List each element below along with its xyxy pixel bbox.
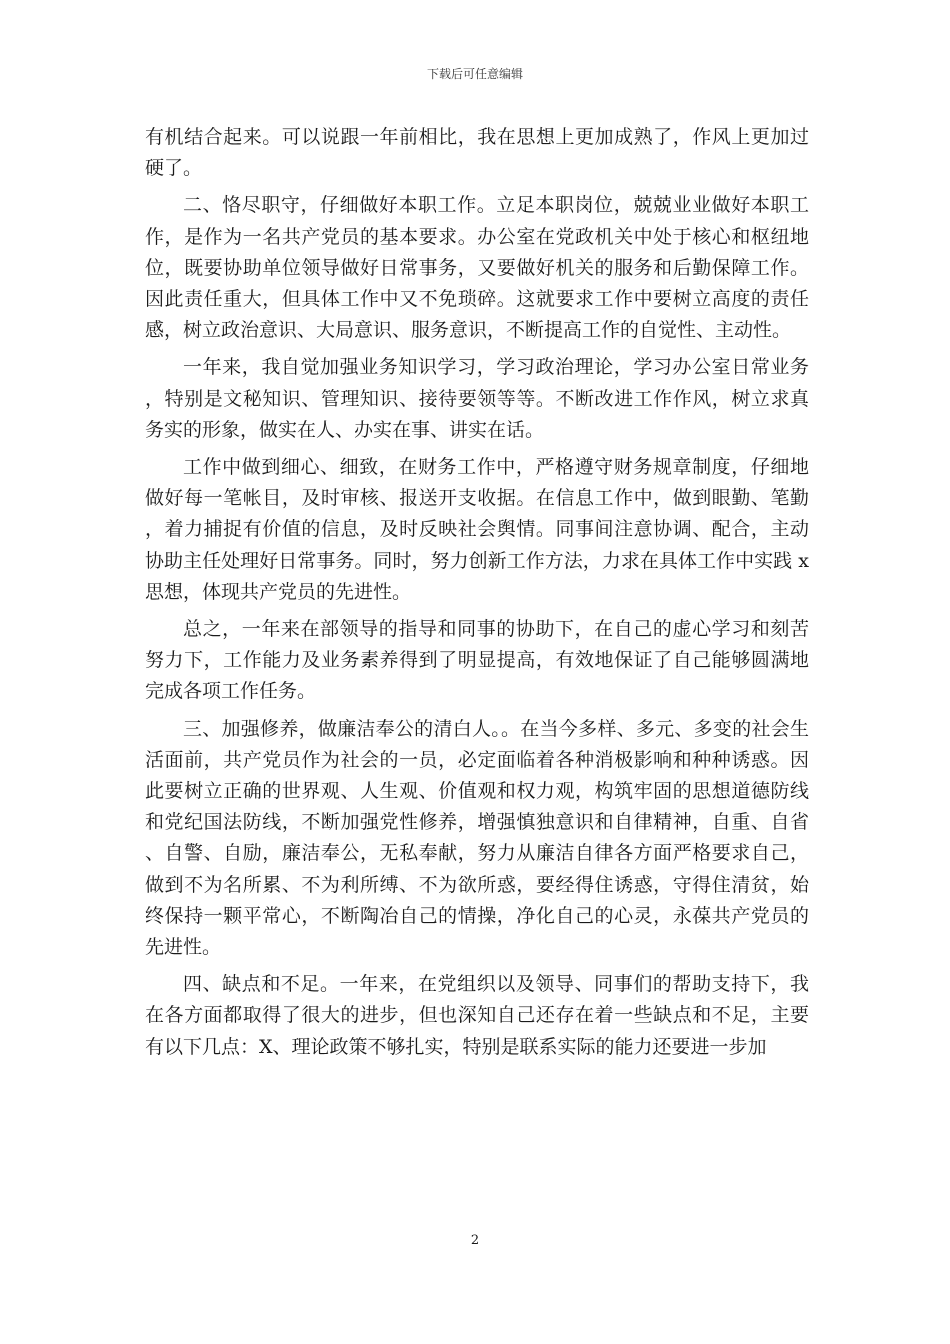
paragraph-work-details: 工作中做到细心、细致，在财务工作中，严格遵守财务规章制度，仔细地做好每一笔帐目，及时审核、报送开支收据。在信息工作中，做到眼勤、笔勤，着力捕捉有价值的信息，及时反映社会舆情。同事间注意协调、配合，主动协助主任处理好日常事务。同时，努力创新工作方法，力求在具体工作中实践 x 思想，体现共产党员的先进性。 xyxy=(145,456,809,603)
paragraph-study: 一年来，我自觉加强业务知识学习，学习政治理论，学习办公室日常业务，特别是文秘知识、管理知识、接待要领等等。不断改进工作作风，树立求真务实的形象，做实在人、办实在事、讲实在话。 xyxy=(145,356,809,441)
paragraph-summary: 总之，一年来在部领导的指导和同事的协助下，在自己的虚心学习和刻苦努力下，工作能力及业务素养得到了明显提高，有效地保证了自己能够圆满地完成各项工作任务。 xyxy=(145,618,809,703)
document-body xyxy=(145,122,809,1069)
paragraph-section-three: 三、加强修养，做廉洁奉公的清白人。。在当今多样、多元、多变的社会生活面前，共产党员作为社会的一员，必定面临着各种消极影响和种种诱惑。因此要树立正确的世界观、人生观、价值观和权力观，构筑牢固的思想道德防线和党纪国法防线，不断加强党性修养，增强慎独意识和自律精神，自重、自省、自警、自励，廉洁奉公，无私奉献，努力从廉洁自律各方面严格要求自己，做到不为名所累、不为利所缚、不为欲所惑，要经得住诱惑，守得住清贫，始终保持一颗平常心，不断陶冶自己的情操，净化自己的心灵，永葆共产党员的先进性。 xyxy=(145,717,809,959)
paragraph-section-two: 二、恪尽职守，仔细做好本职工作。立足本职岗位，兢兢业业做好本职工作，是作为一名共产党员的基本要求。办公室在党政机关中处于核心和枢纽地位，既要协助单位领导做好日常事务，又要做好机关的服务和后勤保障工作。因此责任重大，但具体工作中又不免琐碎。这就要求工作中要树立高度的责任感，树立政治意识、大局意识、服务意识，不断提高工作的自觉性、主动性。 xyxy=(145,194,809,342)
page-number: 2 xyxy=(470,1233,480,1248)
page-header: 下载后可任意编辑 xyxy=(426,67,523,81)
paragraph-continuation: 有机结合起来。可以说跟一年前相比，我在思想上更加成熟了，作风上更加过硬了。 xyxy=(145,126,809,180)
paragraph-section-four: 四、缺点和不足。一年来，在党组织以及领导、同事们的帮助支持下，我在各方面都取得了很大的进步，但也深知自己还存在着一些缺点和不足，主要有以下几点：X、理论政策不够扎实，特别是联系实际的能力还要进一步加 xyxy=(145,973,809,1058)
